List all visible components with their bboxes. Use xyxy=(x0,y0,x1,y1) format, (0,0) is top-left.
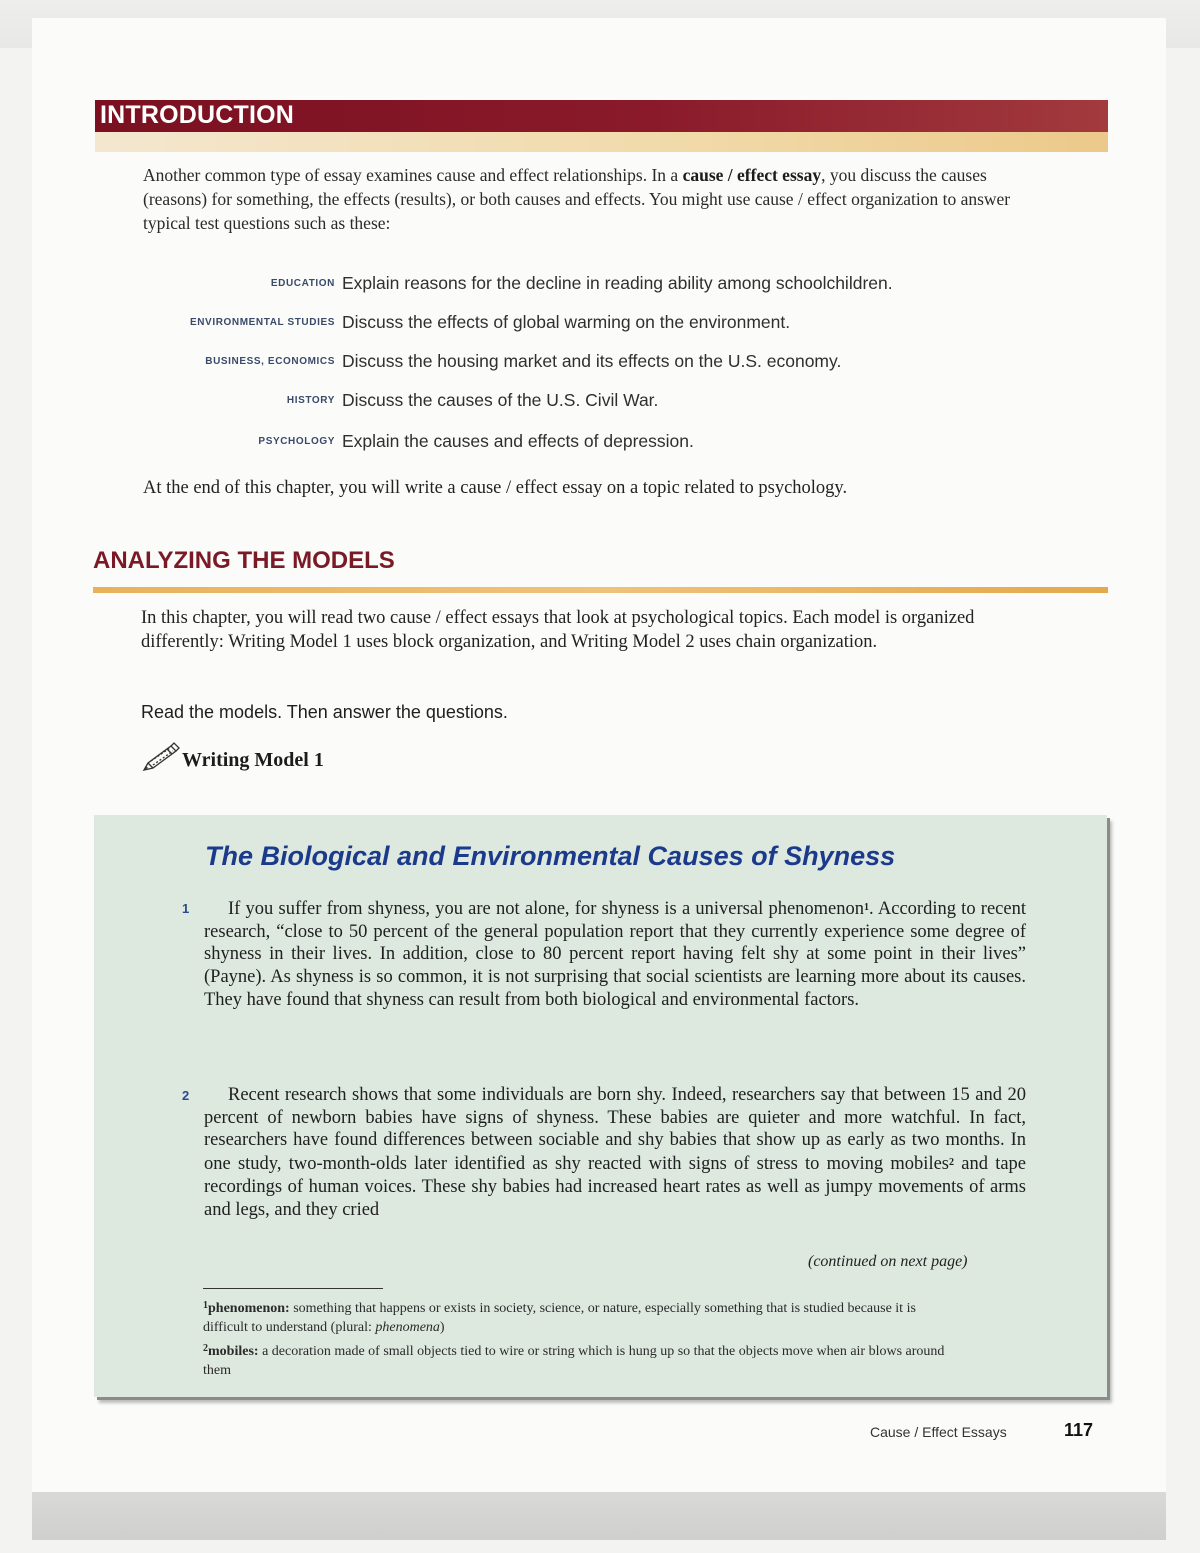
scan-bottom-margin xyxy=(32,1492,1166,1540)
intro-header-underband xyxy=(95,132,1108,152)
intro-text-b: , you discuss the causes (reasons) for something, the effects (results), or both causes and effects. You might use cause / effect organization to answer typical test questions such as these: xyxy=(143,165,1011,233)
writing-model-label: Writing Model 1 xyxy=(182,749,324,771)
page-number: 117 xyxy=(1064,1420,1094,1440)
question-text: Discuss the effects of global warming on the environment. xyxy=(342,312,791,332)
footnote-term: mobiles: xyxy=(208,1344,259,1359)
footnote-1 xyxy=(203,1296,963,1337)
para1-text-b: . According to recent research, “close to 50 percent of the general population report that they currently experience some degree of shyness in their lives. In addition, close to 80 percent report having felt shy at some point in their lives” (Payne). As shyness is so common, it is not surprising that social scientists are learning more about its causes. They have found that shyness can result from both biological and environmental factors. xyxy=(204,899,1026,1010)
intro-term: cause / effect essay xyxy=(682,165,822,185)
question-row xyxy=(100,390,1110,416)
essay-paragraph-1 xyxy=(204,897,1026,1012)
models-rule xyxy=(93,587,1108,593)
question-row xyxy=(100,312,1110,338)
footnote-italic: phenomena xyxy=(375,1320,440,1335)
para1-text-a: If you suffer from shyness, you are not alone, for shyness is a universal phenomenon xyxy=(228,899,865,919)
question-row xyxy=(100,273,1110,299)
question-subject: EDUCATION xyxy=(270,278,335,289)
para2-text-a: Recent research shows that some individuals are born shy. Indeed, researchers say that between 15 and 20 percent of newborn babies have signs of shyness. These babies are quieter and more watchful. In fact, researchers have found differences between sociable and shy babies that show up as early as two months. In one study, two-month-olds later identified as shy reacted with signs of stress to moving mobiles xyxy=(204,1085,1026,1175)
question-text: Explain the causes and effects of depression. xyxy=(342,431,694,451)
footnote-definition: a decoration made of small objects tied to wire or string which is hung up so that the objects move when air blows around them xyxy=(203,1344,945,1378)
question-subject: ENVIRONMENTAL STUDIES xyxy=(189,317,335,328)
para2-text-b: and tape recordings of human voices. These shy babies had increased heart rates as well as jumpy movements of arms and legs, and they cried xyxy=(204,1154,1027,1220)
footnote-term: phenomenon: xyxy=(208,1301,290,1316)
footnote-end: ) xyxy=(439,1320,445,1335)
models-paragraph: In this chapter, you will read two cause / effect essays that look at psychological topics. Each model is organized differently: Writing Model 1 uses block organization, and Writing Model 2 uses chain organization. xyxy=(141,608,975,652)
question-subject: HISTORY xyxy=(286,395,335,406)
intro-heading: INTRODUCTION xyxy=(100,101,295,129)
instruction-text: Read the models. Then answer the questions. xyxy=(141,702,508,722)
footnote-rule xyxy=(203,1288,383,1289)
question-row xyxy=(100,431,1110,457)
question-text: Discuss the housing market and its effects on the U.S. economy. xyxy=(342,351,842,371)
footnote-ref: 2 xyxy=(949,1157,954,1169)
continued-note: (continued on next page) xyxy=(808,1253,968,1270)
footnote-number: 2 xyxy=(203,1343,208,1354)
question-row xyxy=(100,351,1110,377)
intro-closing: At the end of this chapter, you will write a cause / effect essay on a topic related to psychology. xyxy=(143,478,848,498)
essay-title: The Biological and Environmental Causes of Shyness xyxy=(205,841,896,871)
paragraph-number: 2 xyxy=(182,1088,190,1103)
footer-chapter-label: Cause / Effect Essays xyxy=(870,1424,1007,1440)
intro-paragraph xyxy=(143,163,1023,235)
footnote-ref: 1 xyxy=(864,902,870,913)
intro-text-a: Another common type of essay examines cause and effect relationships. In a xyxy=(143,165,683,185)
question-text: Discuss the causes of the U.S. Civil War. xyxy=(342,390,659,410)
footnote-2 xyxy=(203,1339,963,1380)
footnote-definition: something that happens or exists in society, science, or nature, especially something that is studied because it is difficult to understand (plural: xyxy=(203,1301,916,1335)
question-subject: PSYCHOLOGY xyxy=(258,436,335,447)
question-text: Explain reasons for the decline in reading ability among schoolchildren. xyxy=(342,273,893,293)
models-heading: ANALYZING THE MODELS xyxy=(93,547,395,574)
essay-paragraph-2 xyxy=(204,1084,1026,1221)
question-subject: BUSINESS, ECONOMICS xyxy=(205,356,335,367)
footnote-number: 1 xyxy=(203,1300,208,1311)
paragraph-number: 1 xyxy=(182,901,190,916)
pencil-icon xyxy=(140,740,180,774)
